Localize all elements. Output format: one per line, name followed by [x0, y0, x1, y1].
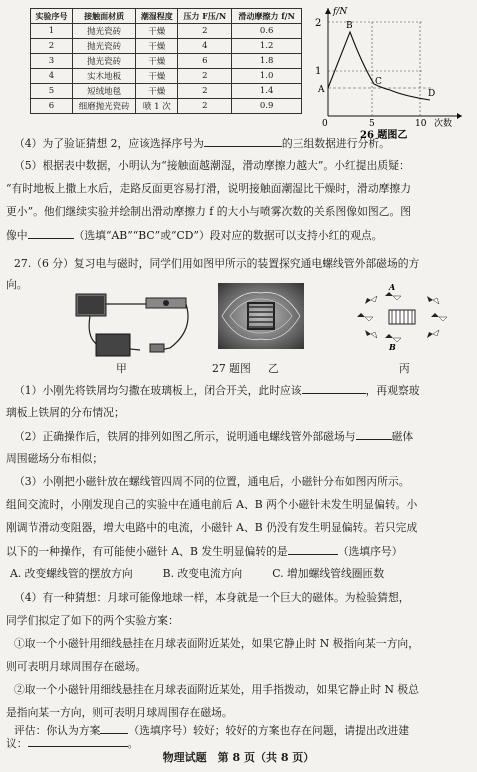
- table-header-cell: 压力 F压/N: [178, 9, 232, 24]
- table-cell: 2: [31, 39, 73, 54]
- q27-intro-line2: 向。: [6, 278, 28, 291]
- experiment-table: [30, 8, 302, 114]
- x-axis-label: 次数: [434, 119, 453, 129]
- compass-needle-icon: [357, 313, 373, 321]
- compass-needle-icon: [365, 296, 377, 304]
- wire: [160, 304, 188, 350]
- table-cell: 干燥: [136, 69, 178, 84]
- compass-label-a: A: [389, 282, 396, 292]
- point-label-c: C: [375, 77, 382, 87]
- q27-1: （1）小刚先将铁屑均匀撒在玻璃板上，闭合开关，此时应该 ，再观察玻: [14, 384, 420, 397]
- figure-compasses: [355, 282, 455, 352]
- table-header-cell: 实验序号: [31, 9, 73, 24]
- fig-label-yi: 乙: [268, 362, 279, 375]
- compass-needle-icon: [365, 330, 377, 338]
- page-footer: 物理试题 第 8 页（共 8 页）: [162, 751, 315, 764]
- compass-needle-icon: [385, 292, 401, 300]
- option-b: B. 改变电流方向: [162, 567, 243, 580]
- answer-blank-q27-3[interactable]: [288, 543, 338, 555]
- y-tick-label: 2: [315, 18, 322, 29]
- x-axis-arrow-icon: [457, 113, 462, 119]
- plan1-line1: ①取一个小磁针用细线悬挂在月球表面附近某处，如果它静止时 N 极指向某一方向，: [14, 637, 419, 650]
- table-cell: 干燥: [136, 84, 178, 99]
- y-tick-label: 1: [315, 66, 322, 77]
- table-cell: 2: [178, 99, 232, 114]
- option-a: A. 改变螺线管的摆放方向: [10, 567, 133, 580]
- q27-2: （2）正确操作后，铁屑的排列如图乙所示，说明通电螺线管外部磁场与 磁体: [14, 430, 414, 443]
- table-row: [31, 54, 302, 69]
- friction-curve: [328, 32, 430, 100]
- q27-3-line4: 以下的一种操作，有可能使小磁针 A、B 发生明显偏转的是 （选填序号）: [6, 545, 403, 558]
- x-tick-label: 10: [415, 119, 427, 129]
- table-cell: 1.4: [232, 84, 302, 99]
- table-cell: 干燥: [136, 24, 178, 39]
- table-cell: 干燥: [136, 54, 178, 69]
- answer-blank-q27-2[interactable]: [356, 428, 392, 440]
- table-cell: 抛光瓷砖: [72, 39, 135, 54]
- switch-icon: [150, 344, 164, 352]
- point-label-b: B: [346, 21, 353, 31]
- compass-needle-icon: [431, 313, 447, 321]
- y-axis-label: f/N: [333, 7, 348, 17]
- table-cell: 2: [178, 24, 232, 39]
- answer-blank-q26-5[interactable]: [28, 227, 74, 239]
- q27-3-options: [10, 566, 467, 582]
- plan1-line2: 则可表明月球周围存在磁场。: [6, 660, 147, 673]
- solenoid-icon: [389, 310, 415, 324]
- table-cell: 短绒地毯: [72, 84, 135, 99]
- q27-3-line1: （3）小刚把小磁针放在螺线管四周不同的位置，通电后，小磁针分布如图丙所示。: [14, 475, 410, 488]
- q27-4-line2: 同学们拟定了如下的两个实验方案：: [6, 614, 179, 627]
- table-cell: 0.9: [232, 99, 302, 114]
- compass-needle-icon: [427, 330, 439, 338]
- iron-filings-icon: [218, 283, 304, 349]
- compass-needle-icon: [427, 296, 439, 304]
- table-cell: 1: [31, 24, 73, 39]
- answer-blank-q26-4[interactable]: [204, 135, 282, 147]
- table-cell: 4: [178, 39, 232, 54]
- x-tick-label: 5: [369, 119, 375, 129]
- table-cell: 2: [178, 84, 232, 99]
- table-cell: 5: [31, 84, 73, 99]
- table-cell: 0.6: [232, 24, 302, 39]
- q27-eval: 评估：你认为方案 （选填序号）较好；较好的方案也存在问题，请提出改进建: [14, 724, 410, 737]
- table-row: [31, 99, 302, 114]
- table-row: [31, 24, 302, 39]
- table-header-cell: 潮湿程度: [136, 9, 178, 24]
- q26-4: （4）为了验证猜想 2，应该选择序号为 的三组数据进行分析。: [14, 137, 390, 150]
- fig-label-bing: 丙: [399, 362, 410, 375]
- figure-iron-filings: [218, 283, 304, 349]
- table-cell: 6: [178, 54, 232, 69]
- compass-needle-icon: [385, 334, 401, 342]
- plan2-line1: ②取一个小磁针用细线悬挂在月球表面附近某处，用手指拨动，如果它静止时 N 极总: [14, 683, 419, 696]
- point-label-d: D: [428, 89, 436, 99]
- q27-2-line2: 周围磁场分布相似；: [6, 452, 104, 465]
- table-header-cell: 滑动摩擦力 f/N: [232, 9, 302, 24]
- option-c: C. 增加螺线管线圈匝数: [272, 567, 385, 580]
- table-cell: 实木地板: [72, 69, 135, 84]
- compass-label-b: B: [389, 342, 396, 352]
- table-header-row: [31, 9, 302, 24]
- table-cell: 1.2: [232, 39, 302, 54]
- y-axis-arrow-icon: [325, 8, 331, 14]
- table-cell: 3: [31, 54, 73, 69]
- battery-box-icon: [96, 334, 130, 356]
- fig-caption-27: 27 题图: [212, 362, 251, 375]
- q27-1-line2: 璃板上铁屑的分布情况；: [6, 406, 125, 419]
- table-cell: 抛光瓷砖: [72, 54, 135, 69]
- q27-intro-line1: 27.（6 分）复习电与磁时，同学们用如图甲所示的装置探究通电螺线管外部磁场的方: [14, 257, 420, 270]
- table-header-cell: 接触面材质: [72, 9, 135, 24]
- table-cell: 干燥: [136, 39, 178, 54]
- table-cell: 细磨抛光瓷砖: [72, 99, 135, 114]
- point-label-a: A: [318, 85, 325, 95]
- answer-blank-q27-4a[interactable]: [100, 722, 128, 734]
- graph-caption: 26 题图乙: [360, 130, 408, 141]
- table-cell: 2: [178, 69, 232, 84]
- table-cell: 1.8: [232, 54, 302, 69]
- coil-icon: [78, 296, 104, 314]
- q26-5-line3: 更小”。他们继续实验并绘制出滑动摩擦力 f 的大小与喷雾次数的关系图像如图乙。图: [6, 205, 412, 218]
- table-row: [31, 39, 302, 54]
- q27-3-line2: 组间交流时，小刚发现自己的实验中在通电前后 A、B 两个小磁针未发生明显偏转。小: [6, 498, 418, 511]
- answer-blank-q27-1[interactable]: [302, 382, 366, 394]
- table-cell: 6: [31, 99, 73, 114]
- answer-blank-q27-4b[interactable]: [28, 735, 128, 747]
- table-row: [31, 84, 302, 99]
- slider-icon: [163, 300, 169, 306]
- table-cell: 1.0: [232, 69, 302, 84]
- fig-label-jia: 甲: [116, 362, 127, 375]
- q26-5-line4: 像中 （选填“AB”“BC”或“CD”）段对应的数据可以支持小红的观点。: [6, 229, 383, 242]
- table-cell: 喷 1 次: [136, 99, 178, 114]
- x-tick-label: 0: [322, 119, 328, 129]
- q27-3-line3: 刚调节滑动变阻器，增大电路中的电流，小磁针 A、B 仍没有发生明显偏转。若只完成: [6, 521, 418, 534]
- figure-circuit: [70, 290, 200, 360]
- table-row: [31, 69, 302, 84]
- table-cell: 4: [31, 69, 73, 84]
- friction-spray-graph: [312, 4, 472, 144]
- q27-eval-line2: 议： 。: [6, 737, 139, 750]
- q26-5-line1: （5）根据表中数据，小明认为“接触面越潮湿，滑动摩擦力越大”。小红提出质疑：: [14, 159, 410, 172]
- q27-4-line1: （4）有一种猜想：月球可能像地球一样，本身就是一个巨大的磁体。为检验猜想，: [14, 591, 410, 604]
- plan2-line2: 是指向某一方向，则可表明月球周围存在磁场。: [6, 706, 233, 719]
- table-cell: 抛光瓷砖: [72, 24, 135, 39]
- q26-5-line2: “有时地板上撒上水后，走路反面更容易打滑，说明接触面潮湿比干燥时，滑动摩擦力: [6, 182, 412, 195]
